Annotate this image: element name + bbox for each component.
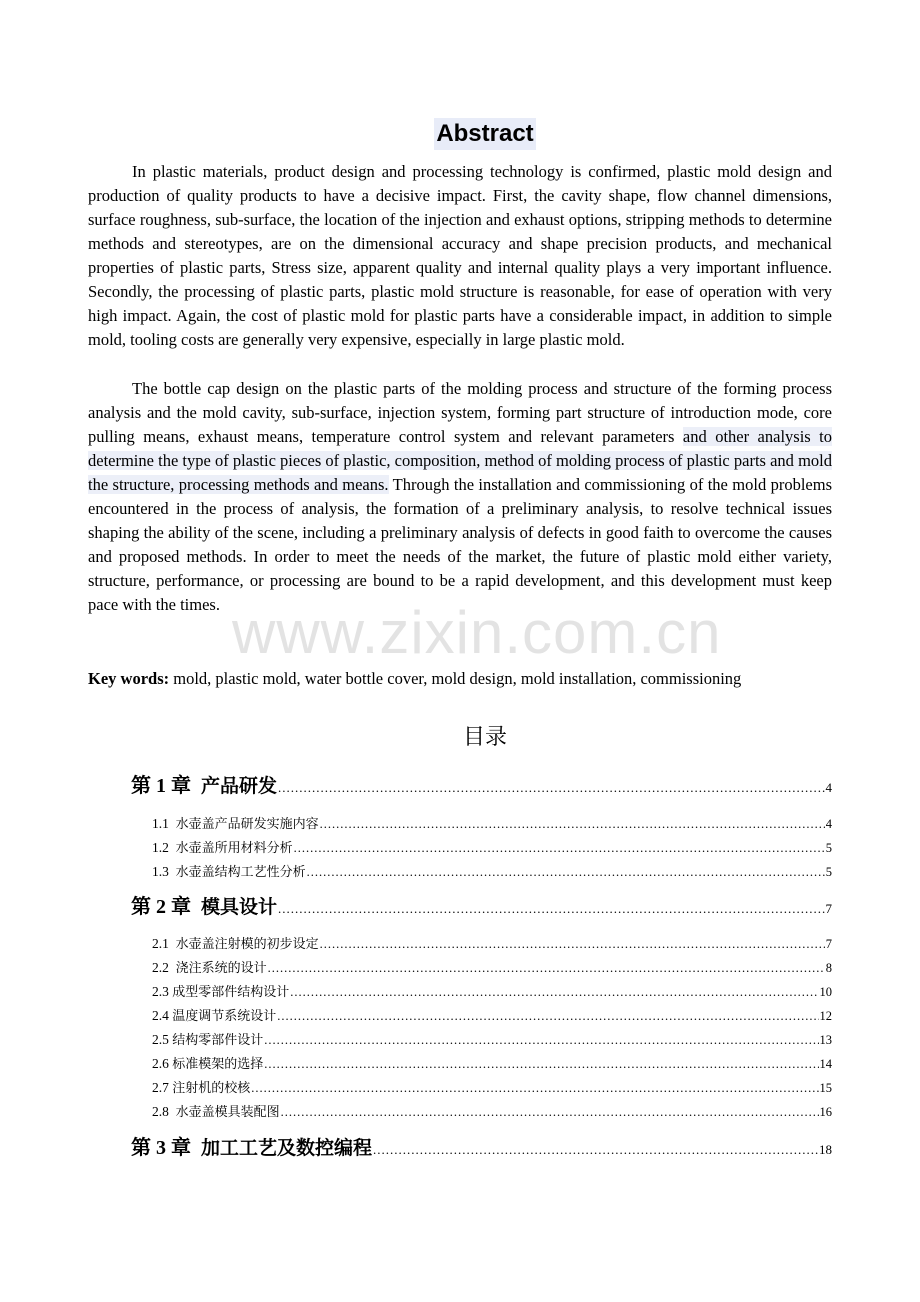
- toc-entry-label: 2.2 浇注系统的设计: [152, 960, 267, 976]
- toc-section-2-3[interactable]: [152, 982, 832, 1003]
- toc-page-number: 4: [825, 817, 832, 831]
- toc-page-number: 15: [819, 1081, 832, 1095]
- toc-page-number: 12: [819, 1009, 832, 1023]
- toc-entry-label: 1.1 水壶盖产品研发实施内容: [152, 816, 319, 832]
- toc-title: 目录: [462, 725, 507, 750]
- toc-page-number: 7: [825, 901, 832, 916]
- toc-leader-dots: [278, 780, 824, 796]
- keywords-label: Key words:: [88, 669, 170, 688]
- toc-section-2-6[interactable]: [152, 1054, 832, 1075]
- toc-chapter-2[interactable]: [131, 894, 832, 920]
- abstract-heading: Abstract: [434, 118, 535, 150]
- abstract-heading-wrap: [0, 118, 920, 150]
- toc-leader-dots: [264, 1057, 818, 1072]
- toc-entry-label: 2.8 水壶盖模具装配图: [152, 1104, 280, 1120]
- keywords-line: [88, 667, 848, 691]
- toc-leader-dots: [294, 841, 825, 856]
- toc-page-number: 8: [825, 961, 832, 975]
- toc-section-2-1[interactable]: [152, 934, 832, 955]
- toc-entry-label: 2.4 温度调节系统设计: [152, 1008, 277, 1024]
- toc-leader-dots: [278, 901, 824, 917]
- toc-page-number: 5: [825, 841, 832, 855]
- toc-leader-dots: [277, 1009, 818, 1024]
- toc-leader-dots: [373, 1142, 818, 1158]
- toc-section-1-1[interactable]: [152, 814, 832, 835]
- toc-entry-label: 2.5 结构零部件设计: [152, 1032, 264, 1048]
- toc-leader-dots: [307, 865, 825, 880]
- toc-section-1-3[interactable]: [152, 862, 832, 883]
- abstract-paragraph-2-text-b: Through the installation and commissioning of the mold problems encountered in the process of analysis, the formation of a preliminary analysis, to resolve technical issues shaping the ability of the scene, including a preliminary analysis of defects in good faith to overcome the causes and proposed methods. In order to meet the needs of the market, the future of plastic mold either variety, structure, performance, or processing are bound to be a rapid development, and this development must keep pace with the times.: [88, 475, 832, 614]
- toc-entry-label: 第 1 章 产品研发: [131, 775, 278, 797]
- toc-entry-label: 2.1 水壶盖注射模的初步设定: [152, 936, 319, 952]
- abstract-paragraph-2-text-a: The bottle cap design on the plastic parts of the molding process and structure of the forming process analysis and the mold cavity, sub-surface, injection system, forming part structure of introduction mode, core pulling means, exhaust means, temperature control system and relevant parameters: [88, 379, 832, 446]
- highlighted-text: and other analysis to determine the type of plastic pieces of plastic, composition, method of molding process of plastic parts and mold the structure, processing methods and means.: [88, 427, 832, 494]
- toc-leader-dots: [264, 1033, 818, 1048]
- toc-leader-dots: [251, 1081, 818, 1096]
- abstract-paragraph-1: [88, 160, 832, 352]
- toc-section-2-5[interactable]: [152, 1030, 832, 1051]
- toc-page-number: 4: [825, 780, 832, 795]
- toc-chapter-3[interactable]: [131, 1135, 832, 1161]
- toc-section-2-2[interactable]: [152, 958, 832, 979]
- watermark: www.zixin.com.cn: [232, 599, 722, 666]
- toc-section-2-4[interactable]: [152, 1006, 832, 1027]
- toc-page-number: 13: [819, 1033, 832, 1047]
- toc-page-number: 14: [819, 1057, 832, 1071]
- toc-entry-label: 第 2 章 模具设计: [131, 896, 278, 918]
- toc-page-number: 5: [825, 865, 832, 879]
- keywords-text: mold, plastic mold, water bottle cover, mold design, mold installation, commissioning: [169, 669, 742, 688]
- toc-entry-label: 1.3 水壶盖结构工艺性分析: [152, 864, 306, 880]
- toc-chapter-1[interactable]: [131, 773, 832, 799]
- toc-page-number: 7: [825, 937, 832, 951]
- toc-leader-dots: [290, 985, 818, 1000]
- toc-leader-dots: [281, 1105, 819, 1120]
- abstract-paragraph-2: [88, 377, 832, 617]
- toc-section-2-8[interactable]: [152, 1102, 832, 1123]
- toc-leader-dots: [320, 817, 825, 832]
- toc-entry-label: 2.3 成型零部件结构设计: [152, 984, 290, 1000]
- toc-section-1-2[interactable]: [152, 838, 832, 859]
- toc-entry-label: 2.6 标准模架的选择: [152, 1056, 264, 1072]
- toc-entry-label: 2.7 注射机的校核: [152, 1080, 251, 1096]
- abstract-paragraph-1-text: In plastic materials, product design and processing technology is confirmed, plastic mold design and production of quality products to have a decisive impact. First, the cavity shape, flow channel dimensions, surface roughness, sub-surface, the location of the injection and exhaust options, stripping methods to determine methods and stereotypes, are on the dimensional accuracy and shape precision products, and mechanical properties of plastic parts, Stress size, apparent quality and internal quality plays a very important influence. Secondly, the processing of plastic parts, plastic mold structure is reasonable, for ease of operation with very high impact. Again, the cost of plastic mold for plastic parts have a considerable impact, in addition to simple mold, tooling costs are generally very expensive, especially in large plastic mold.: [88, 162, 832, 349]
- toc-leader-dots: [320, 937, 825, 952]
- toc-page-number: 16: [819, 1105, 832, 1119]
- toc-entry-label: 1.2 水壶盖所用材料分析: [152, 840, 293, 856]
- toc-entry-label: 第 3 章 加工工艺及数控编程: [131, 1137, 373, 1159]
- toc-page-number: 18: [819, 1142, 832, 1157]
- toc-page-number: 10: [819, 985, 832, 999]
- toc-leader-dots: [268, 961, 825, 976]
- toc-section-2-7[interactable]: [152, 1078, 832, 1099]
